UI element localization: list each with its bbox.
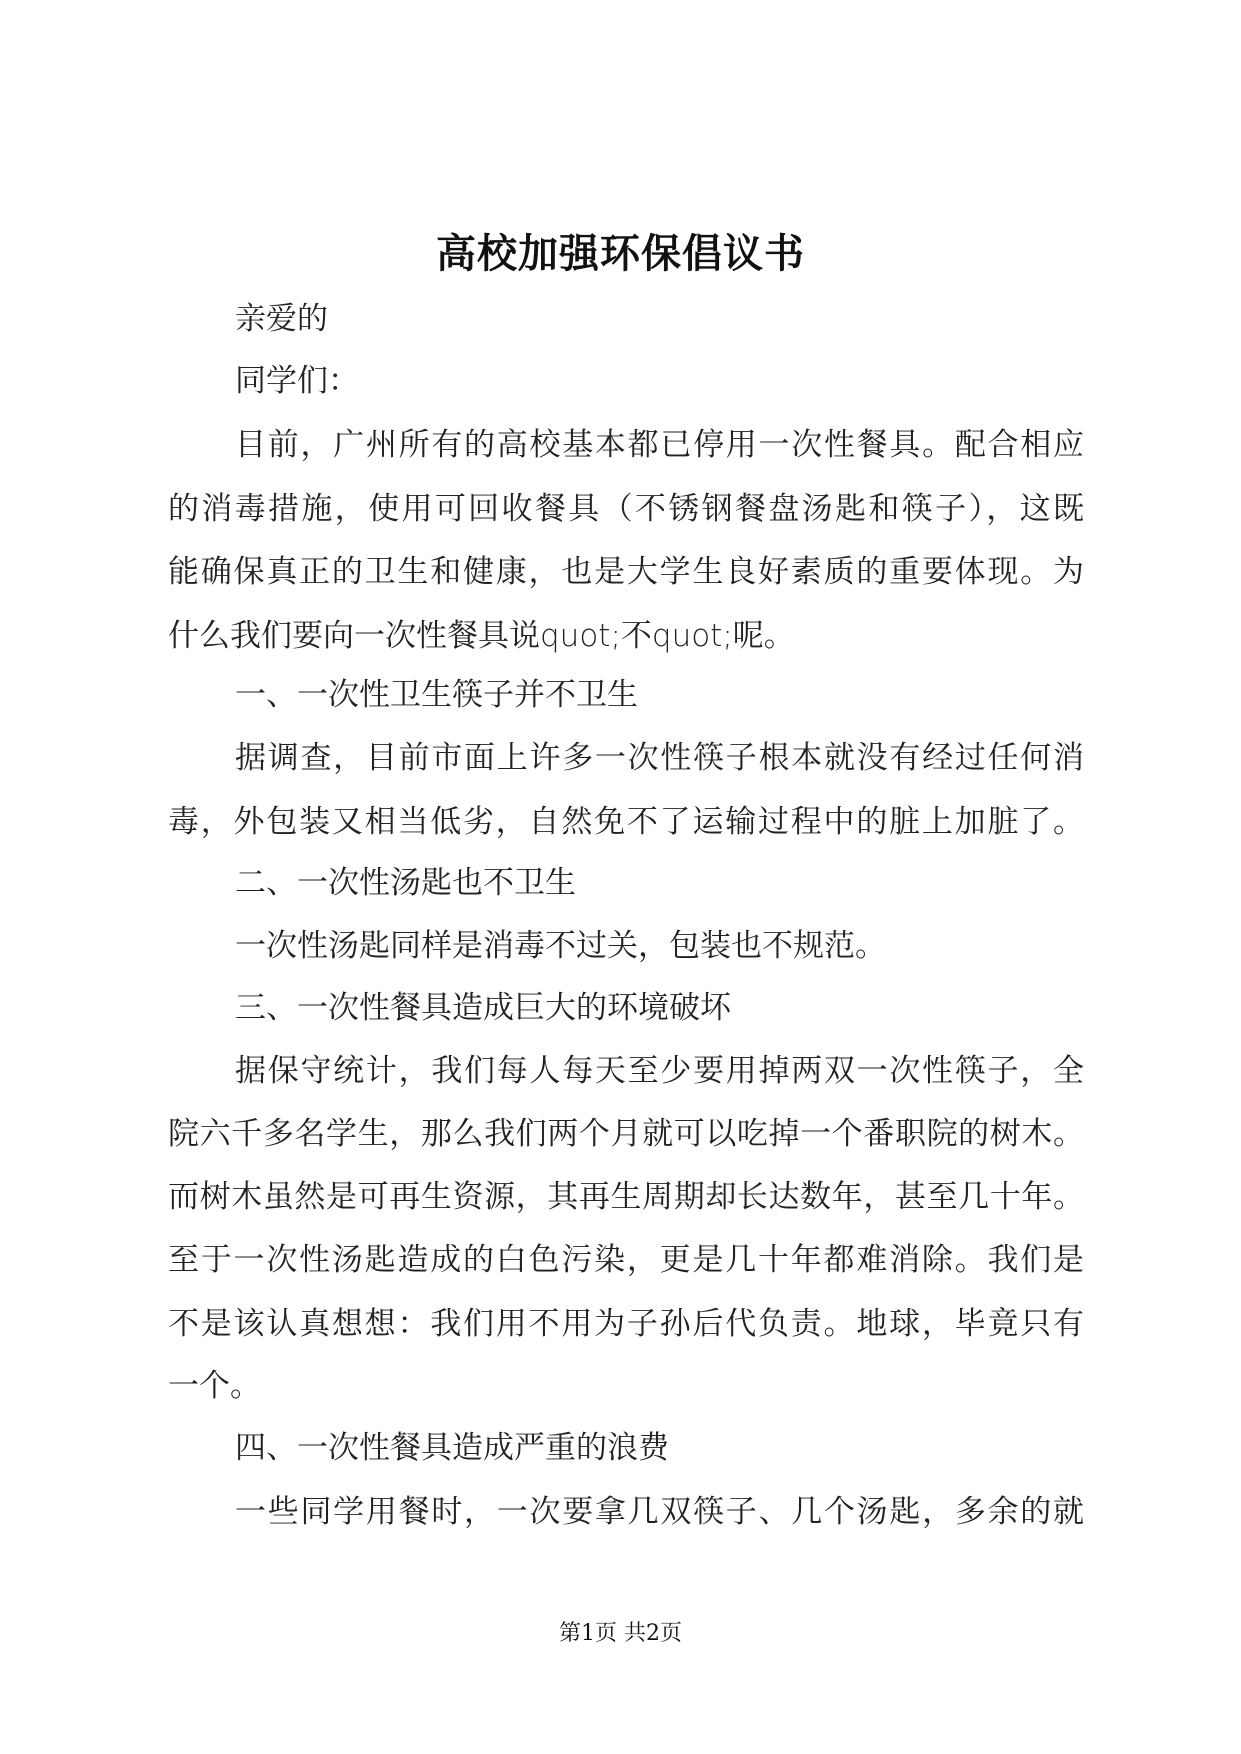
salutation-line-1: 亲爱的 [235, 301, 328, 337]
document-title: 高校加强环保倡议书 [436, 231, 805, 277]
paragraph-line: 能确保真正的卫生和健康，也是大学生良好素质的重要体现。为 [168, 554, 1084, 590]
paragraph-line: 一个。 [168, 1368, 261, 1404]
paragraph-line: 什么我们要向一次性餐具说quot;不quot;呢。 [168, 618, 795, 654]
paragraph-line: 一些同学用餐时，一次要拿几双筷子、几个汤匙，多余的就 [235, 1494, 1084, 1530]
paragraph-line: 的消毒措施，使用可回收餐具（不锈钢餐盘汤匙和筷子），这既 [168, 491, 1084, 527]
paragraph-line: 而树木虽然是可再生资源，其再生周期却长达数年，甚至几十年。 [168, 1179, 1084, 1215]
paragraph-line: 毒，外包装又相当低劣，自然免不了运输过程中的脏上加脏了。 [168, 804, 1084, 840]
paragraph-line: 不是该认真想想：我们用不用为子孙后代负责。地球，毕竟只有 [168, 1306, 1084, 1342]
paragraph-line: 一次性汤匙同样是消毒不过关，包装也不规范。 [235, 928, 886, 964]
section-heading-4: 四、一次性餐具造成严重的浪费 [235, 1430, 669, 1466]
section-heading-2: 二、一次性汤匙也不卫生 [235, 865, 576, 901]
page-number-footer: 第1页 共2页 [559, 1621, 682, 1646]
paragraph-line: 据调查，目前市面上许多一次性筷子根本就没有经过任何消 [235, 740, 1084, 776]
section-heading-3: 三、一次性餐具造成巨大的环境破坏 [235, 990, 731, 1026]
salutation-line-2: 同学们： [235, 363, 359, 399]
paragraph-line: 目前，广州所有的高校基本都已停用一次性餐具。配合相应 [235, 427, 1084, 463]
paragraph-line: 据保守统计，我们每人每天至少要用掉两双一次性筷子，全 [235, 1053, 1084, 1089]
paragraph-line: 院六千多名学生，那么我们两个月就可以吃掉一个番职院的树木。 [168, 1116, 1084, 1152]
section-heading-1: 一、一次性卫生筷子并不卫生 [235, 677, 638, 713]
paragraph-line: 至于一次性汤匙造成的白色污染，更是几十年都难消除。我们是 [168, 1242, 1084, 1278]
